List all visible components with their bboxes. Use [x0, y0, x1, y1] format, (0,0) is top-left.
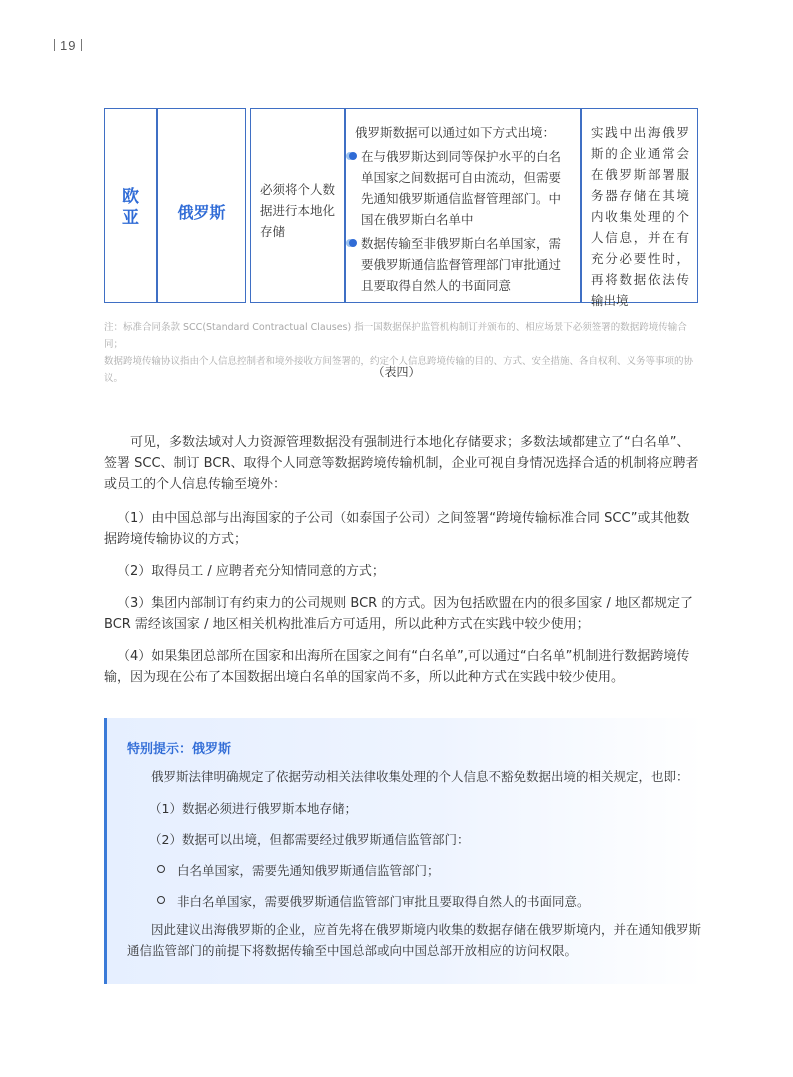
table-cell-region: [104, 108, 157, 303]
tip-point-2: （2）数据可以出境，但都需要经过俄罗斯通信监管部门：: [149, 832, 470, 847]
region-text: 欧亚: [122, 187, 139, 228]
table-note-line-2: 数据跨境传输协议指由个人信息控制者和境外接收方间签署的，约定个人信息跨境传输的目的、方式、安全措施、各自权利、义务等事项的协议。: [104, 356, 694, 384]
requirement-text: 必须将个人数据进行本地化存储: [260, 182, 336, 239]
bullet-dot-icon: [346, 239, 357, 247]
table-cell-practice: [581, 108, 698, 308]
special-tip-box: [104, 718, 704, 984]
transfer-way-1: 在与俄罗斯达到同等保护水平的白名单国家之间数据可自由流动，但需要先通知俄罗斯通信监督管理部门。中国在俄罗斯白名单中: [361, 149, 562, 227]
page-number-right-bar: [81, 39, 82, 51]
tip-sub-item-1-text: 白名单国家，需要先通知俄罗斯通信监管部门；: [177, 863, 440, 878]
tip-point-1: （1）数据必须进行俄罗斯本地存储；: [149, 801, 357, 816]
table-note-line-1: 注：标准合同条款 SCC(Standard Contractual Clauses) 指一国数据保护监管机构制订并颁布的、相应场景下必须签署的数据跨境传输合同；: [104, 322, 687, 350]
tip-sub-item-2: [157, 891, 737, 912]
tip-title: 特别提示：俄罗斯: [127, 742, 232, 757]
tip-sub-item-2-text: 非白名单国家，需要俄罗斯通信监管部门审批且要取得自然人的书面同意。: [177, 894, 590, 909]
transfer-way-2: 数据传输至非俄罗斯白名单国家，需要俄罗斯通信监督管理部门审批通过且要取得自然人的书面同意: [361, 236, 562, 293]
table-caption: （表四）: [372, 365, 421, 379]
list-item: [346, 146, 572, 230]
data-transfer-table: [104, 108, 698, 308]
table-cell-transfer-ways: [345, 108, 581, 303]
page-number-left-bar: [54, 39, 55, 51]
mechanism-item-4: （4）如果集团总部所在国家和出海所在国家之间有“白名单”,可以通过“白名单”机制进行数据跨境传输，因为现在公布了本国数据出境白名单的国家尚不多，所以此种方式在实践中较少使用。: [104, 649, 690, 685]
transfer-ways-intro: 俄罗斯数据可以通过如下方式出境：: [355, 125, 556, 140]
list-item: [346, 233, 572, 296]
mechanism-item-1: （1）由中国总部与出海国家的子公司（如泰国子公司）之间签署“跨境传输标准合同 SCC”或其他数据跨境传输协议的方式；: [104, 511, 690, 547]
summary-paragraph: 可见，多数法域对人力资源管理数据没有强制进行本地化存储要求；多数法域都建立了“白名单”、签署 SCC、制订 BCR、取得个人同意等数据跨境传输机制，企业可视自身情况选择合适的机制将应聘者或员工的个人信息传输至境外：: [104, 435, 699, 492]
circle-bullet-icon: [157, 865, 165, 873]
mechanism-item-3: （3）集团内部制订有约束力的公司规则 BCR 的方式。因为包括欧盟在内的很多国家 / 地区都规定了 BCR 需经该国家 / 地区相关机构批准后方可适用，所以此种方式在实践中较少使用；: [104, 596, 693, 632]
country-label: 俄罗斯: [177, 203, 226, 222]
transfer-ways: [355, 122, 572, 296]
tip-conclusion: 因此建议出海俄罗斯的企业，应首先将在俄罗斯境内收集的数据存储在俄罗斯境内，并在通知俄罗斯通信监管部门的前提下将数据传输至中国总部或向中国总部开放相应的访问权限。: [127, 922, 702, 958]
circle-bullet-icon: [157, 896, 165, 904]
transfer-ways-list: [346, 146, 572, 296]
bullet-dot-icon: [346, 152, 357, 160]
tip-sub-item-1: [157, 860, 737, 881]
table-cell-country: [157, 108, 246, 303]
table-cell-requirement: [250, 108, 345, 303]
tip-intro: 俄罗斯法律明确规定了依据劳动相关法律收集处理的个人信息不豁免数据出境的相关规定，也即：: [151, 769, 689, 784]
practice-text: 实践中出海俄罗斯的企业通常会在俄罗斯部署服务器存储在其境内收集处理的个人信息，并在有充分必要性时，再将数据依法传输出境: [591, 125, 689, 308]
region-label: [105, 187, 156, 229]
mechanism-item-2: （2）取得员工 / 应聘者充分知情同意的方式；: [117, 564, 385, 579]
page-number-value: 19: [60, 38, 77, 53]
page-number: [49, 38, 87, 53]
